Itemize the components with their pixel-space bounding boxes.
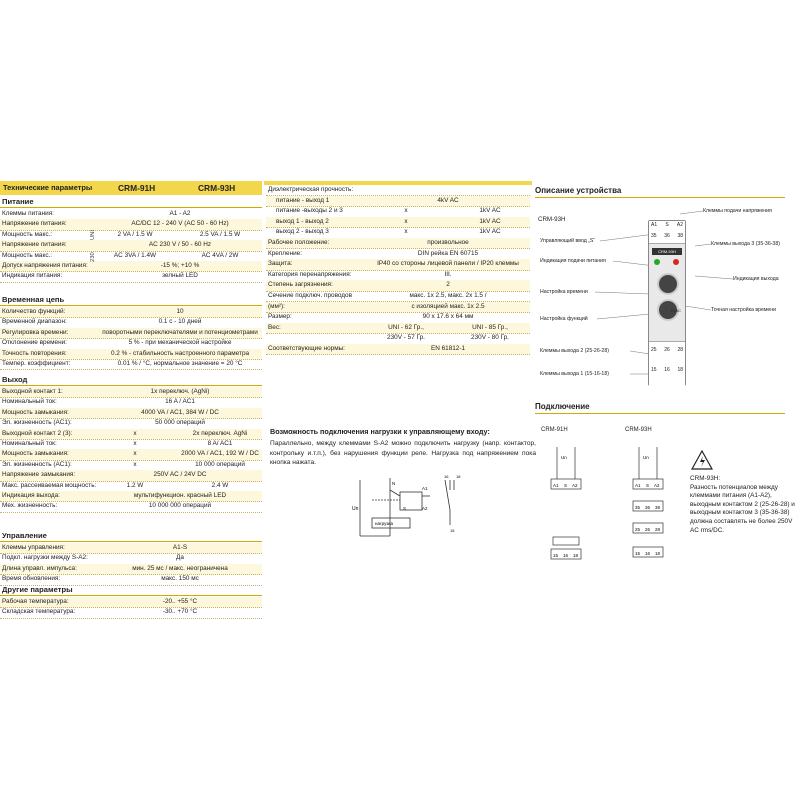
spec-value-crm93: 8 A/ AC1 [207,440,233,447]
middle-value-crm93: 1kV AC [479,228,501,236]
spec-value-crm93: 2.4 W [211,481,229,489]
middle-label: Крепление: [268,249,303,257]
connection-section [535,402,800,602]
spec-value: 250V AC / 24V DC [153,471,207,479]
conn93-26: 26 [645,527,651,532]
middle-label: Рабочее положение: [268,239,330,246]
conn-18: 18 [573,553,579,558]
term-26: 26 [664,347,670,353]
spec-label: Выходной контакт 1: [2,388,63,395]
spec-label: Макс. рассеиваемая мощность: [2,481,97,489]
spec-label: Клеммы управления: [2,544,65,551]
middle-value-crm91: x [404,217,408,225]
term-38: 38 [677,233,683,239]
spec-value: мультифункцион. красный LED [133,492,227,499]
spec-label: Эл. жизненность (AC1): [2,419,72,427]
device-model: CRM-93H [538,216,566,223]
header-crm93: CRM-93H [198,183,236,193]
time-range-knob[interactable] [657,273,679,295]
middle-value: 2 [446,281,450,289]
middle-value-crm91: UNI - 62 Гр., [388,323,424,331]
conn93-35: 35 [635,505,641,510]
label-control-input: Управляющий ввод „S“ [540,238,596,244]
spec-label: Отклонение времени: [2,339,67,347]
middle-label: Сечение подключ. проводов [268,292,352,299]
spec-value-crm91: 2 VA / 1.5 W [117,230,153,238]
note-block [690,475,800,535]
middle-value: с изоляцией макс. 1x 2.5 [411,302,485,310]
term-25: 25 [651,347,657,353]
middle-value: IP40 со стороны лицевой панели / IP20 клеммы [377,260,519,268]
conn-un-1: Un [561,455,567,460]
spec-value: AC 230 V / 50 - 60 Hz [148,241,212,249]
conn93-28: 28 [655,527,661,532]
spec-value: поворотными переключателями и потенциометрами [102,328,258,336]
conn-s: S [564,483,568,488]
spec-label: Мощность замыкания: [2,450,69,458]
spec-label: Длина управл. импульса: [2,564,77,572]
term-18: 18 [677,367,683,373]
conn93-18: 18 [655,551,661,556]
spec-value-crm93: 2x переключ. AgNi [192,429,248,437]
device-top-terminals [649,221,685,244]
label-out3: Клеммы выхода 3 (35-36-38) [711,241,780,247]
spec-label: Выходной контакт 2 (3): [2,429,73,437]
conn-un-2: Un [643,455,649,460]
section-output: Выход [0,374,262,386]
spec-label: Мощность макс.: [2,251,53,259]
spec-value: 1x переключ. (AgNi) [150,388,210,395]
spec-value-crm93: AC 4VA / 2W [201,251,239,259]
load-text: Параллельно, между клеммами S-A2 можно подключить нагрузку (напр. контактор, контрольку и.т.п.), без нарушения функции реле. Нагрузка под напряжением пока кнопка нажата. [270,440,536,467]
device-body [648,220,686,386]
spec-value: зелный LED [162,272,198,280]
spec-label: Эл. жизненность (AC1): [2,460,72,468]
spec-value-crm93: 2000 VA / AC1, 192 W / DC [181,450,259,458]
conn93-38: 38 [655,505,661,510]
diagram-a2: A2 [422,506,428,511]
middle-label: выход 2 - выход 3 [276,228,329,236]
header-crm91: CRM-91H [118,183,156,193]
conn93-s: S [646,483,650,488]
term-a2: A2 [676,222,683,228]
middle-label: питание - выход 1 [276,196,330,204]
spec-label: Клеммы питания: [2,210,54,217]
spec-label: Количество функций: [2,308,66,315]
crm91-label: CRM-91H [541,427,568,433]
spec-value: 0.01 % / °C, нормальное значение = 20 °C [117,360,243,367]
middle-value-crm93: 230V - 80 Гр. [471,334,509,342]
spec-value: -15 %; +10 % [160,262,200,269]
spec-label: Номинальный ток: [2,440,57,447]
load-wiring-diagram [350,470,470,545]
spec-value: 0.1 с - 10 дней [158,318,202,326]
diagram-load: нагрузка [375,521,393,526]
spec-label: Временной диапазон: [2,318,67,326]
spec-value: 4000 VA / AC1, 384 W / DC [141,408,219,416]
middle-value-crm93: UNI - 85 Гр., [472,323,508,331]
spec-label: Точность повторения: [2,349,67,357]
middle-label: Категория перенапряжения: [268,270,352,278]
middle-label: Размер: [268,313,292,321]
label-fine-time: Точная настройка времени [711,307,777,313]
spec-label: Рабочая температура: [2,598,69,605]
uni-marker: UNI [90,230,96,240]
middle-value: произвольное [427,239,469,246]
middle-label: Защита: [268,260,293,268]
spec-row [0,501,262,512]
spec-value-crm91: x [133,440,137,447]
spec-value: 10 000 000 операций [148,502,212,510]
diagram-15: 15 [450,528,455,533]
spec-value: AC/DC 12 - 240 V (AC 50 - 60 Hz) [131,220,229,228]
middle-value-crm91: x [404,228,408,236]
middle-value: DIN рейка EN 60715 [417,249,479,257]
spec-value: A1 - A2 [169,210,191,217]
middle-value: III. [444,270,452,278]
spec-label: Индикация питания: [2,272,63,280]
label-supply-terminals: Клеммы подачи напряжения [703,208,772,214]
connection-title: Подключение [535,402,785,414]
spec-label: Напряжение питания: [2,220,67,228]
term-28: 28 [677,347,683,353]
header-param: Технические параметры [3,183,93,192]
spec-label: Мех. жизненность: [2,502,58,510]
label-time-set: Настройка времени [540,289,588,295]
term-35: 35 [651,233,657,239]
spec-label: Мощность макс.: [2,230,53,238]
v230-marker: 230 [90,252,96,262]
load-title: Возможность подключения нагрузки к управляющему входу: [270,427,490,436]
device-brand: CRM-93H [652,248,682,255]
term-16: 16 [664,367,670,373]
power-led [654,259,660,265]
middle-value-crm93: 1kV AC [479,217,501,225]
load-section [270,427,536,468]
term-s: S [665,222,669,228]
spec-value: 16 A / AC1 [165,398,195,406]
warning-icon [691,450,713,470]
conn-15: 15 [553,553,559,558]
spec-label: Напряжение замыкания: [2,471,76,479]
middle-row [266,344,530,355]
diagram-18: 18 [456,474,461,479]
spec-value-crm93: 10 000 операций [195,460,245,468]
conn93-a2: A2 [654,483,660,488]
conn93-25: 25 [635,527,641,532]
section-timing: Временная цепь [0,294,262,306]
spec-value-crm91: x [133,460,137,468]
term-a1: A1 [651,222,658,228]
spec-value-crm91: x [133,429,137,437]
conn-16: 16 [563,553,569,558]
spec-label: Мощность замыкания: [2,408,69,416]
spec-value: 5 % - при механической настройке [128,339,232,347]
spec-value: -20.. +55 °C [162,598,198,605]
note-text: Разность потенциалов между клеммами питания (A1-A2), выходным контактом 2 (25-26-28) и выходным контактом 3 (35-36-38) должна составлять не более 250V AC rms/DC. [690,483,795,534]
middle-label: (мм²): [268,302,285,310]
spec-label: Индикация выхода: [2,492,60,499]
spec-label: Допуск напряжения питания: [2,262,88,269]
conn93-a1: A1 [635,483,641,488]
diagram-16: 16 [444,474,449,479]
spec-value-crm93: 2.5 VA / 1.5 W [199,230,241,238]
func-label: FUNC [671,309,681,313]
spec-value: мин. 25 мс / макс. неограничена [132,564,228,572]
spec-value: 10 [176,308,184,315]
middle-label: Диэлектрическая прочность: [268,186,354,193]
diagram-n: N [392,481,396,486]
spec-value: макс. 150 мс [161,575,199,583]
device-title: Описание устройства [535,186,785,198]
output-led [673,259,679,265]
term-15: 15 [651,367,657,373]
device-bottom-terminals [649,341,685,386]
connection-diagrams [535,437,665,572]
crm93-label: CRM-93H [625,427,652,433]
conn-a2: A2 [572,483,578,488]
diagram-a1: A1 [422,486,428,491]
label-func-set: Настройка функций [540,316,588,322]
middle-value-crm93: 1kV AC [479,207,501,215]
device-description [535,186,800,396]
middle-value: EN 61812-1 [430,345,466,352]
spec-value: 50 000 операций [155,419,205,427]
conn-a1: A1 [553,483,559,488]
middle-value-crm91: x [404,207,408,215]
label-supply-indication: Индикация подачи питания [540,258,606,264]
spec-row [0,607,262,618]
section-power: Питание [0,196,262,208]
section-control: Управление [0,530,262,542]
spec-value-crm91: x [133,450,137,458]
spec-value-crm91: AC 3VA / 1.4W [113,251,157,259]
label-indication: Индикация выхода [733,276,779,282]
spec-value-crm91: 1.2 W [126,481,144,489]
label-out2: Клеммы выхода 2 (25-26-28) [540,348,609,354]
middle-value: 4kV AC [437,196,459,204]
spec-label: Напряжение питания: [2,241,67,249]
spec-label: Регулировка времени: [2,328,69,336]
spec-value: Да [176,554,184,562]
middle-value: макс. 1x 2.5, макс. 2x 1.5 / [409,292,487,299]
conn93-15: 15 [635,551,641,556]
middle-label: Соответствующие нормы: [268,345,345,352]
spec-label: Складская температура: [2,608,76,616]
spec-value: A1-S [172,544,188,551]
label-out1: Клеммы выхода 1 (15-16-18) [540,371,609,377]
term-36: 36 [664,233,670,239]
middle-label: Вес: [268,323,281,331]
section-other: Другие параметры [0,584,262,596]
spec-label: Номинальный ток: [2,398,57,406]
conn93-36: 36 [645,505,651,510]
spec-label: Время обновления: [2,575,61,583]
diagram-un: Un [352,506,359,512]
middle-label: Степень загрязнения: [268,281,333,289]
middle-label: выход 1 - выход 2 [276,217,329,225]
middle-label: питание -выходы 2 и 3 [276,207,343,215]
spec-value: -30.. +70 °C [162,608,198,616]
note-title: CRM-93H: [690,475,721,482]
diagram-s: S [403,506,407,511]
middle-value-crm91: 230V - 57 Гр. [387,334,425,342]
middle-value: 90 x 17.6 x 64 мм [422,313,474,321]
spec-label: Темпер. коэффициент: [2,360,71,367]
spec-label: Подкл. нагрузки между S-A2: [2,554,88,562]
conn93-16: 16 [645,551,651,556]
spec-value: 0.2 % - стабильность настроенного параметра [110,349,250,357]
